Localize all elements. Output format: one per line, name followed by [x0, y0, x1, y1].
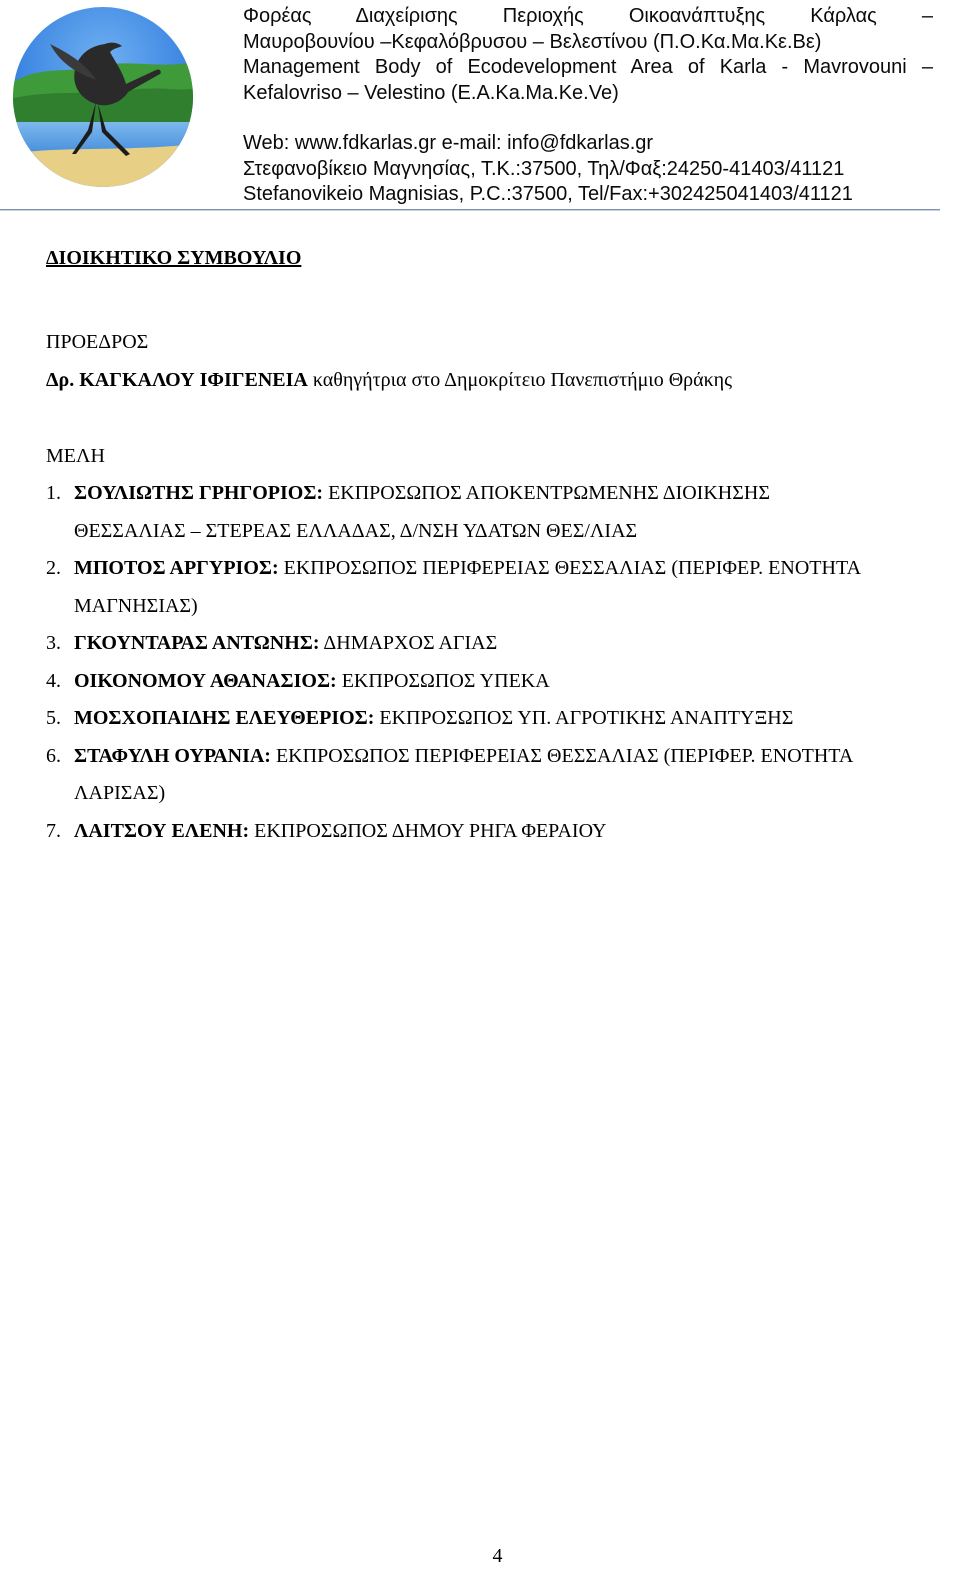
- list-item: [46, 813, 951, 851]
- member-role: ΕΚΠΡΟΣΩΠΟΣ ΠΕΡΙΦΕΡΕΙΑΣ ΘΕΣΣΑΛΙΑΣ (ΠΕΡΙΦΕΡ. ΕΝΟΤΗΤΑ: [270, 744, 854, 767]
- member-role-continued: ΜΑΓΝΗΣΙΑΣ): [74, 594, 198, 617]
- member-number: 3.: [46, 632, 61, 654]
- member-name: ΜΠΟΤΟΣ ΑΡΓΥΡΙΟΣ:: [74, 557, 279, 579]
- member-number: 5.: [46, 707, 61, 729]
- header-spacer: [243, 106, 933, 131]
- member-name: ΟΙΚΟΝΟΜΟΥ ΑΘΑΝΑΣΙΟΣ:: [74, 669, 337, 692]
- member-role: ΕΚΠΡΟΣΩΠΟΣ ΥΠ. ΑΓΡΟΤΙΚΗΣ ΑΝΑΠΤΥΞΗΣ: [374, 707, 794, 729]
- member-role: ΕΚΠΡΟΣΩΠΟΣ ΠΕΡΙΦΕΡΕΙΑΣ ΘΕΣΣΑΛΙΑΣ (ΠΕΡΙΦΕΡ. ΕΝΟΤΗΤΑ: [278, 557, 862, 579]
- member-number: 6.: [46, 744, 61, 767]
- org-name-gr-line-1: Φορέας Διαχείρισης Περιοχής Οικοανάπτυξης Κάρλας –: [243, 5, 933, 27]
- members-label: ΜΕΛΗ: [46, 445, 105, 467]
- member-role: ΕΚΠΡΟΣΩΠΟΣ ΑΠΟΚΕΝΤΡΩΜΕΝΗΣ ΔΙΟΙΚΗΣΗΣ: [323, 482, 770, 504]
- member-number: 4.: [46, 669, 61, 692]
- list-item: [46, 625, 951, 663]
- member-role-continued: ΛΑΡΙΣΑΣ): [74, 782, 166, 804]
- section-heading: ΔΙΟΙΚΗΤΙΚΟ ΣΥΜΒΟΥΛΙΟ: [46, 247, 302, 269]
- president-role: καθηγήτρια στο Δημοκρίτειο Πανεπιστήμιο Θράκης: [307, 369, 733, 391]
- member-name: ΓΚΟΥΝΤΑΡΑΣ ΑΝΤΩΝΗΣ:: [74, 632, 320, 654]
- member-role: ΕΚΠΡΟΣΩΠΟΣ ΥΠΕΚΑ: [336, 669, 550, 692]
- member-name: ΜΟΣΧΟΠΑΙΔΗΣ ΕΛΕΥΘΕΡΙΟΣ:: [74, 707, 375, 729]
- list-item: [46, 475, 951, 550]
- member-number: 2.: [46, 557, 61, 579]
- organization-info: [243, 4, 933, 208]
- org-name-en-line-2: Kefalovriso – Velestino (E.A.Ka.Ma.Ke.Ve): [243, 81, 619, 104]
- heron-logo-icon: [10, 4, 196, 190]
- member-role: ΔΗΜΑΡΧΟΣ ΑΓΙΑΣ: [319, 632, 498, 654]
- page-number: 4: [492, 1545, 503, 1567]
- list-item: [46, 663, 951, 701]
- president-entry: [46, 369, 732, 392]
- address-gr: Στεφανοβίκειο Μαγνησίας, Τ.Κ.:37500, Τηλ/Φαξ:24250-41403/41121: [243, 157, 845, 180]
- member-number: 1.: [46, 482, 61, 504]
- list-item: [46, 550, 951, 625]
- org-name-gr-line-2: Μαυροβουνίου –Κεφαλόβρυσου – Βελεστίνου (Π.Ο.Κα.Μα.Κε.Βε): [243, 30, 822, 53]
- letterhead: [0, 0, 960, 212]
- president-label: ΠΡΟΕΔΡΟΣ: [46, 331, 149, 353]
- president-name: Δρ. ΚΑΓΚΑΛΟΥ ΙΦΙΓΕΝΕΙΑ: [46, 369, 308, 391]
- member-name: ΣΟΥΛΙΩΤΗΣ ΓΡΗΓΟΡΙΟΣ:: [74, 482, 324, 504]
- member-role-continued: ΘΕΣΣΑΛΙΑΣ – ΣΤΕΡΕΑΣ ΕΛΛΑΔΑΣ, Δ/ΝΣΗ ΥΔΑΤΩΝ ΘΕΣ/ΛΙΑΣ: [74, 519, 638, 542]
- header-divider: [0, 209, 940, 211]
- members-list: [46, 475, 951, 850]
- list-item: [46, 738, 951, 813]
- org-name-en-line-1: Management Body of Ecodevelopment Area of Karla - Mavrovouni –: [243, 56, 933, 78]
- member-name: ΣΤΑΦΥΛΗ ΟΥΡΑΝΙΑ:: [74, 744, 271, 767]
- contact-web-email: Web: www.fdkarlas.gr e-mail: info@fdkarlas.gr: [243, 132, 654, 154]
- address-en: Stefanovikeio Magnisias, P.C.:37500, Tel/Fax:+302425041403/41121: [243, 183, 853, 205]
- list-item: [46, 700, 951, 738]
- member-name: ΛΑΙΤΣΟΥ ΕΛΕΝΗ:: [74, 819, 250, 842]
- member-role: ΕΚΠΡΟΣΩΠΟΣ ΔΗΜΟΥ ΡΗΓΑ ΦΕΡΑΙΟΥ: [249, 819, 607, 842]
- member-number: 7.: [46, 819, 61, 842]
